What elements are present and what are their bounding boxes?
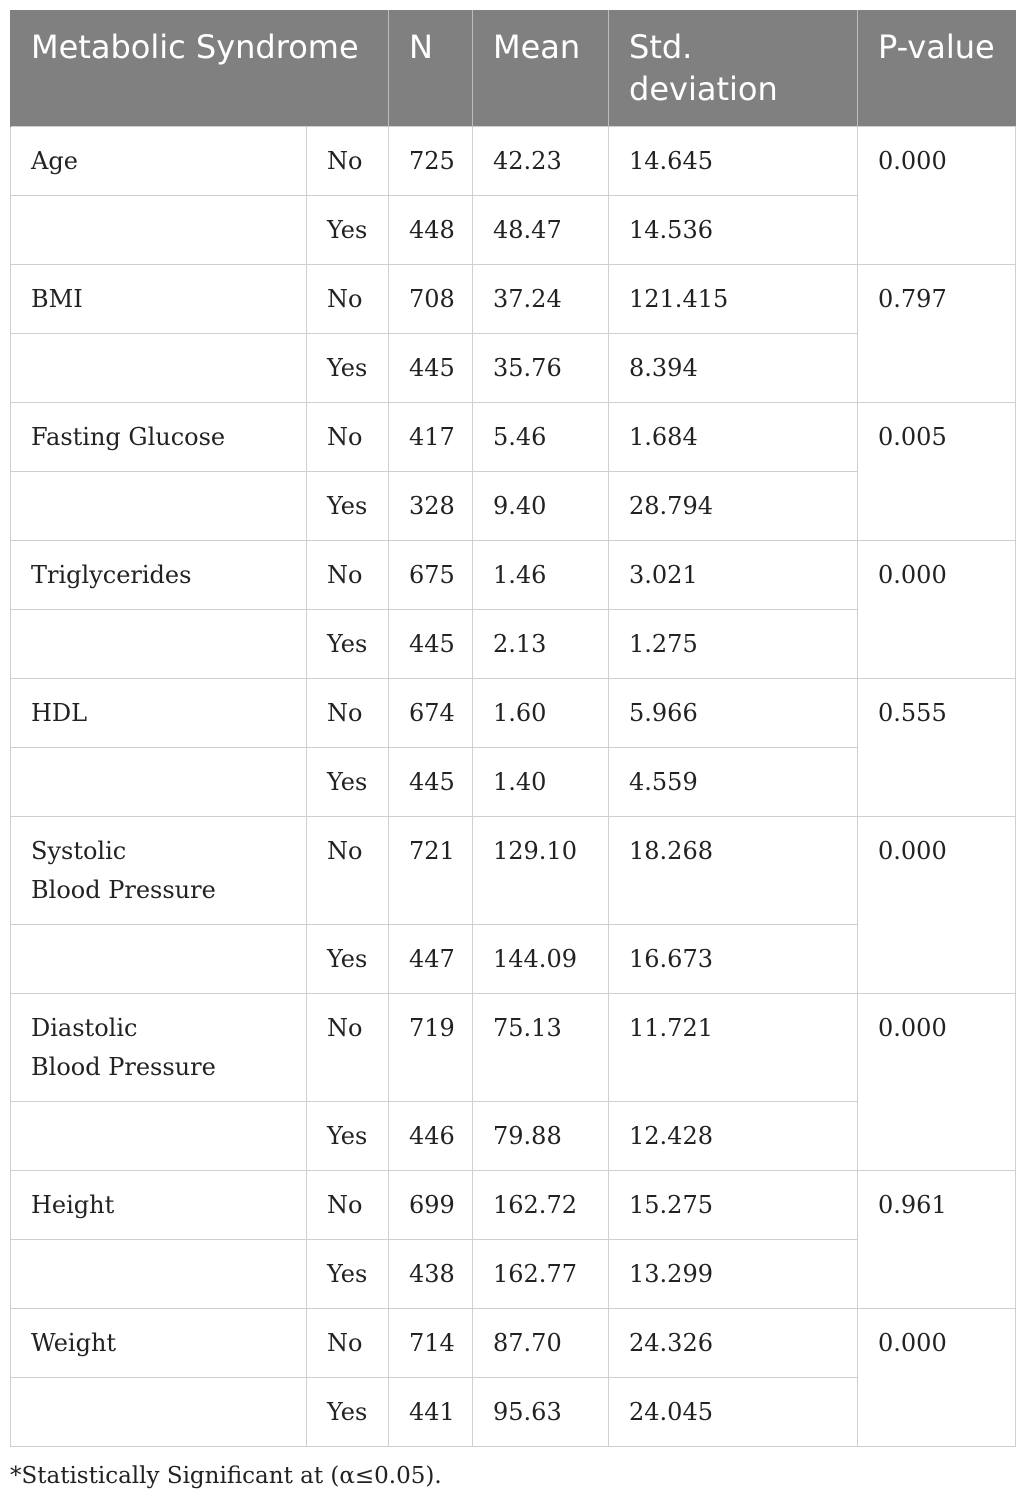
variable-label: Weight <box>11 1309 307 1378</box>
p-value-cell: 0.000 <box>858 541 1016 679</box>
p-value-cell: 0.797 <box>858 265 1016 403</box>
table-row <box>11 994 1016 1102</box>
variable-label-line: Systolic <box>31 837 127 865</box>
std-cell: 1.275 <box>609 610 858 679</box>
std-cell: 12.428 <box>609 1102 858 1171</box>
mean-cell: 129.10 <box>473 817 609 925</box>
mean-cell: 9.40 <box>473 472 609 541</box>
mean-cell: 79.88 <box>473 1102 609 1171</box>
n-cell: 719 <box>389 994 473 1102</box>
variable-label: Triglycerides <box>11 541 307 610</box>
mean-cell: 87.70 <box>473 1309 609 1378</box>
n-cell: 721 <box>389 817 473 925</box>
group-cell: No <box>307 541 389 610</box>
mean-cell: 5.46 <box>473 403 609 472</box>
n-cell: 447 <box>389 925 473 994</box>
group-cell: No <box>307 679 389 748</box>
variable-label-empty <box>11 1240 307 1309</box>
variable-label-empty <box>11 925 307 994</box>
header-p-value: P-value <box>858 10 1016 127</box>
n-cell: 438 <box>389 1240 473 1309</box>
variable-label-empty <box>11 610 307 679</box>
p-value-cell: 0.961 <box>858 1171 1016 1309</box>
group-cell: No <box>307 1309 389 1378</box>
header-n: N <box>389 10 473 127</box>
n-cell: 714 <box>389 1309 473 1378</box>
variable-label: BMI <box>11 265 307 334</box>
n-cell: 445 <box>389 610 473 679</box>
p-value-cell: 0.000 <box>858 1309 1016 1447</box>
mean-cell: 48.47 <box>473 196 609 265</box>
std-cell: 14.645 <box>609 127 858 196</box>
n-cell: 675 <box>389 541 473 610</box>
group-cell: Yes <box>307 1240 389 1309</box>
group-cell: Yes <box>307 196 389 265</box>
group-cell: Yes <box>307 925 389 994</box>
header-row <box>11 10 1016 127</box>
group-cell: No <box>307 403 389 472</box>
variable-label-line: Blood Pressure <box>31 1053 216 1081</box>
std-cell: 15.275 <box>609 1171 858 1240</box>
table-row <box>11 127 1016 196</box>
variable-label-empty <box>11 748 307 817</box>
group-cell: No <box>307 994 389 1102</box>
header-mean: Mean <box>473 10 609 127</box>
table-row <box>11 1171 1016 1240</box>
std-cell: 1.684 <box>609 403 858 472</box>
std-cell: 18.268 <box>609 817 858 925</box>
std-cell: 8.394 <box>609 334 858 403</box>
std-cell: 14.536 <box>609 196 858 265</box>
mean-cell: 37.24 <box>473 265 609 334</box>
std-cell: 16.673 <box>609 925 858 994</box>
mean-cell: 2.13 <box>473 610 609 679</box>
std-cell: 121.415 <box>609 265 858 334</box>
table-row <box>11 403 1016 472</box>
table-row <box>11 1309 1016 1378</box>
header-variable: Metabolic Syndrome <box>11 10 389 127</box>
n-cell: 445 <box>389 748 473 817</box>
variable-label <box>11 994 307 1102</box>
group-cell: No <box>307 127 389 196</box>
group-cell: No <box>307 1171 389 1240</box>
results-table-container <box>10 10 1015 1447</box>
mean-cell: 162.72 <box>473 1171 609 1240</box>
table-body <box>11 127 1016 1447</box>
footnote: *Statistically Significant at (α≤0.05). <box>10 1463 442 1489</box>
variable-label: Fasting Glucose <box>11 403 307 472</box>
std-cell: 11.721 <box>609 994 858 1102</box>
variable-label: Height <box>11 1171 307 1240</box>
results-table <box>10 10 1016 1447</box>
variable-label-line: Diastolic <box>31 1014 138 1042</box>
variable-label: Age <box>11 127 307 196</box>
group-cell: Yes <box>307 1378 389 1447</box>
n-cell: 445 <box>389 334 473 403</box>
mean-cell: 35.76 <box>473 334 609 403</box>
n-cell: 328 <box>389 472 473 541</box>
group-cell: Yes <box>307 1102 389 1171</box>
table-row <box>11 265 1016 334</box>
table-row <box>11 679 1016 748</box>
p-value-cell: 0.000 <box>858 817 1016 994</box>
variable-label-empty <box>11 334 307 403</box>
mean-cell: 1.46 <box>473 541 609 610</box>
mean-cell: 75.13 <box>473 994 609 1102</box>
group-cell: No <box>307 817 389 925</box>
p-value-cell: 0.000 <box>858 127 1016 265</box>
group-cell: Yes <box>307 472 389 541</box>
n-cell: 441 <box>389 1378 473 1447</box>
n-cell: 699 <box>389 1171 473 1240</box>
variable-label: HDL <box>11 679 307 748</box>
table-header <box>11 10 1016 127</box>
variable-label-empty <box>11 1378 307 1447</box>
variable-label-empty <box>11 472 307 541</box>
std-cell: 24.326 <box>609 1309 858 1378</box>
n-cell: 417 <box>389 403 473 472</box>
variable-label <box>11 817 307 925</box>
std-cell: 3.021 <box>609 541 858 610</box>
n-cell: 725 <box>389 127 473 196</box>
group-cell: Yes <box>307 748 389 817</box>
std-cell: 4.559 <box>609 748 858 817</box>
std-cell: 5.966 <box>609 679 858 748</box>
variable-label-line: Blood Pressure <box>31 876 216 904</box>
mean-cell: 144.09 <box>473 925 609 994</box>
mean-cell: 95.63 <box>473 1378 609 1447</box>
mean-cell: 1.60 <box>473 679 609 748</box>
table-row <box>11 817 1016 925</box>
mean-cell: 42.23 <box>473 127 609 196</box>
p-value-cell: 0.000 <box>858 994 1016 1171</box>
std-cell: 24.045 <box>609 1378 858 1447</box>
n-cell: 674 <box>389 679 473 748</box>
n-cell: 446 <box>389 1102 473 1171</box>
mean-cell: 1.40 <box>473 748 609 817</box>
table-row <box>11 541 1016 610</box>
variable-label-empty <box>11 196 307 265</box>
header-std: Std. deviation <box>609 10 858 127</box>
variable-label-empty <box>11 1102 307 1171</box>
group-cell: No <box>307 265 389 334</box>
group-cell: Yes <box>307 610 389 679</box>
n-cell: 708 <box>389 265 473 334</box>
n-cell: 448 <box>389 196 473 265</box>
p-value-cell: 0.005 <box>858 403 1016 541</box>
mean-cell: 162.77 <box>473 1240 609 1309</box>
std-cell: 28.794 <box>609 472 858 541</box>
std-cell: 13.299 <box>609 1240 858 1309</box>
p-value-cell: 0.555 <box>858 679 1016 817</box>
group-cell: Yes <box>307 334 389 403</box>
